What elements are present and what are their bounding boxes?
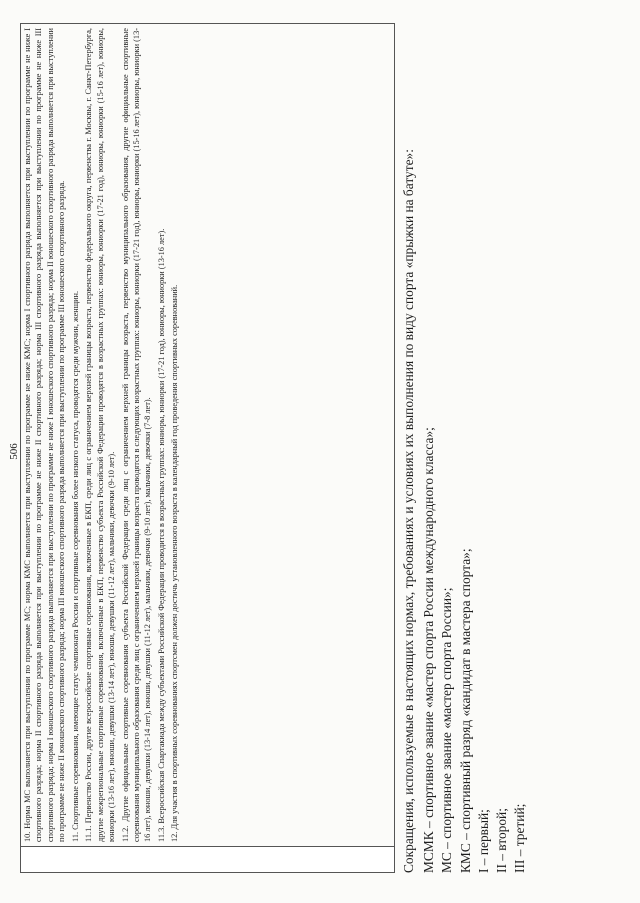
abbreviations-intro: Сокращения, используемые в настоящих нормах, требованиях и условиях их выполнения по виду спорта «прыжки на батуте»:: [401, 149, 416, 873]
norms-table: [20, 23, 395, 873]
abbreviation-item: МС – спортивное звание «мастер спорта России»;: [439, 587, 455, 873]
abbreviation-item: МСМК – спортивное звание «мастер спорта России международного класса»;: [421, 427, 437, 873]
abbreviation-item: II – второй;: [494, 808, 510, 873]
page-number: 506: [8, 443, 20, 460]
note-11: 11. Спортивные соревнования, имеющие статус чемпионата России и спортивные соревнования более низкого статуса, проводятся среди мужчин, женщин.: [70, 290, 80, 842]
note-12: 12. Для участия в спортивных соревнованиях спортсмен должен достичь установленного возраста в календарный год проведения спортивных соревнований.: [170, 284, 180, 842]
empty-left-cell: [21, 847, 395, 873]
note-10: 10. Норма МС выполняется при выступлении по программе МС; норма КМС выполняется при выступлении по программе не ниже КМС; норма I спортивного разряда выполняется при выступлении по программе не ниже I спортивного разряда; норма II спортивного разряда выполняется при выступлении по программе не ниже II спортивного разряда; норма III спортивного разряда выполняется при выступлении по программе не ниже III спортивного разряда; норма I юношеского спортивного разряда выполняется при выступлении по программе не ниже I юношеского спортивного разряда; норма II юношеского спортивного разряда выполняется при выступлении по программе не ниже II юношеского спортивного разряда; норма III юношеского спортивного разряда выполняется при выступлении по программе III юношеского спортивного разряда.: [23, 28, 67, 842]
abbreviation-item: I – первый;: [475, 809, 491, 873]
notes-cell: [21, 24, 395, 847]
note-11-3: 11.3. Всероссийская Спартакиада между субъектами Российской Федерации проводится в возрастных группах: юниоры, юниорки (17-21 год), юниоры, юниорки (13-16 лет).: [156, 228, 166, 842]
note-11-1: 11.1. Первенство России, другие всероссийские спортивные соревнования, включенные в ЕКП, среди лиц с ограничением верхней границы возраста, первенство федерального округа, первенства г. Москвы, г. Санкт-Петербурга, другие межрегиональные спортивные соревнования, включенные в ЕКП, первенство субъекта Российской Федерации проводятся в возрастных группах: юниоры, юниорки (17-21 год), юниоры, юниорки (15-16 лет), юниоры, юниорки (13-16 лет), юноши, девушки (13-14 лет), юноши, девушки (11-12 лет), мальчики, девочки (9-10 лет).: [84, 28, 117, 842]
abbreviations-section: [400, 23, 530, 873]
table-row: [21, 24, 395, 873]
note-11-2: 11.2. Другие официальные спортивные соревнования субъекта Российской Федерации среди лиц с ограничением верхней границы возраста, первенство муниципального образования, другие официальные спортивные соревнования муниципального образования среди лиц с ограничением верхней границы возраста проводятся в следующих возрастных группах: юниоры, юниорки (17-21 год), юниоры, юниорки (15-16 лет), юниоры, юниорки (13-16 лет), юноши, девушки (13-14 лет), юноши, девушки (11-12 лет), мальчики, девочки (9-10 лет), мальчики, девочки (7-8 лет).: [120, 28, 153, 842]
abbreviation-item: КМС – спортивный разряд «кандидат в мастера спорта»;: [457, 548, 473, 873]
abbreviation-item: III – третий;: [512, 803, 528, 873]
